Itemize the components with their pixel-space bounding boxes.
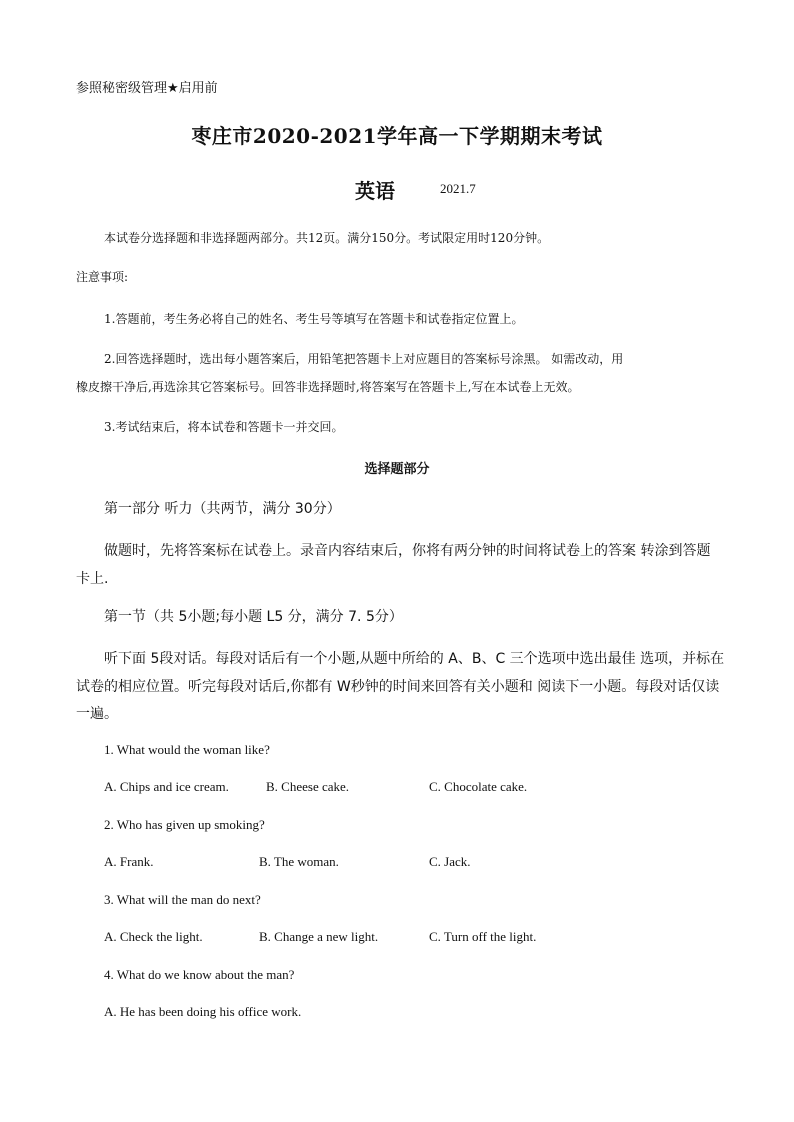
- question-3-option-c: C. Turn off the light.: [429, 929, 537, 944]
- question-4-option-a: A. He has been doing his office work.: [104, 1004, 302, 1019]
- question-3-option-b: B. Change a new light.: [259, 929, 379, 944]
- question-3-stem: 3. What will the man do next?: [104, 892, 261, 907]
- part1-desc-line-2: 卡上.: [76, 571, 109, 587]
- instructions-intro: 本试卷分选择题和非选择题两部分。共12页。满分150分。考试限定用时120分钟。: [104, 231, 550, 245]
- sec1-desc-line-3: 一遍。: [76, 706, 118, 722]
- question-1-option-c: C. Chocolate cake.: [429, 779, 528, 794]
- question-3-option-a: A. Check the light.: [104, 929, 203, 944]
- part1-title: 第一部分 听力（共两节，满分 30分）: [104, 501, 341, 517]
- exam-title: 枣庄市2020-2021学年高一下学期期末考试: [191, 124, 603, 148]
- question-4-stem: 4. What do we know about the man?: [104, 967, 295, 982]
- exam-date: 2021.7: [440, 181, 476, 196]
- question-2-option-a: A. Frank.: [104, 854, 154, 869]
- question-2-stem: 2. Who has given up smoking?: [104, 817, 265, 832]
- instruction-item-1: 1.答题前，考生务必将自己的姓名、考生号等填写在答题卡和试卷指定位置上。: [104, 312, 524, 326]
- question-1-stem: 1. What would the woman like?: [104, 742, 270, 757]
- question-2-option-b: B. The woman.: [259, 854, 339, 869]
- instruction-item-2-line-2: 橡皮擦干净后,再选涂其它答案标号。回答非选择题时,将答案写在答题卡上,写在本试卷上无效。: [76, 380, 580, 394]
- question-1-option-a: A. Chips and ice cream.: [104, 779, 229, 794]
- instruction-item-2-line-1: 2.回答选择题时，选出每小题答案后，用铅笔把答题卡上对应题目的答案标号涂黑。 如需改动，用: [104, 352, 624, 366]
- question-1-option-b: B. Cheese cake.: [266, 779, 350, 794]
- section-heading: 选择题部分: [364, 462, 430, 477]
- instruction-item-3: 3.考试结束后，将本试卷和答题卡一并交回。: [104, 420, 344, 434]
- subject-name: 英语: [355, 179, 395, 203]
- sec1-desc-line-2: 试卷的相应位置。听完每段对话后,你都有 W秒钟的时间来回答有关小题和 阅读下一小题。每段对话仅读: [76, 679, 720, 695]
- sec1-title: 第一节（共 5小题;每小题 L5 分，满分 7. 5分）: [104, 609, 403, 625]
- confidentiality-label: 参照秘密级管理★启用前: [76, 81, 218, 96]
- part1-desc-line-1: 做题时，先将答案标在试卷上。录音内容结束后，你将有两分钟的时间将试卷上的答案 转涂到答题: [104, 543, 711, 559]
- sec1-desc-line-1: 听下面 5段对话。每段对话后有一个小题,从题中所给的 A、B、C 三个选项中选出最佳 选项，并标在: [104, 651, 725, 667]
- notice-heading: 注意事项:: [76, 270, 129, 284]
- question-2-option-c: C. Jack.: [429, 854, 471, 869]
